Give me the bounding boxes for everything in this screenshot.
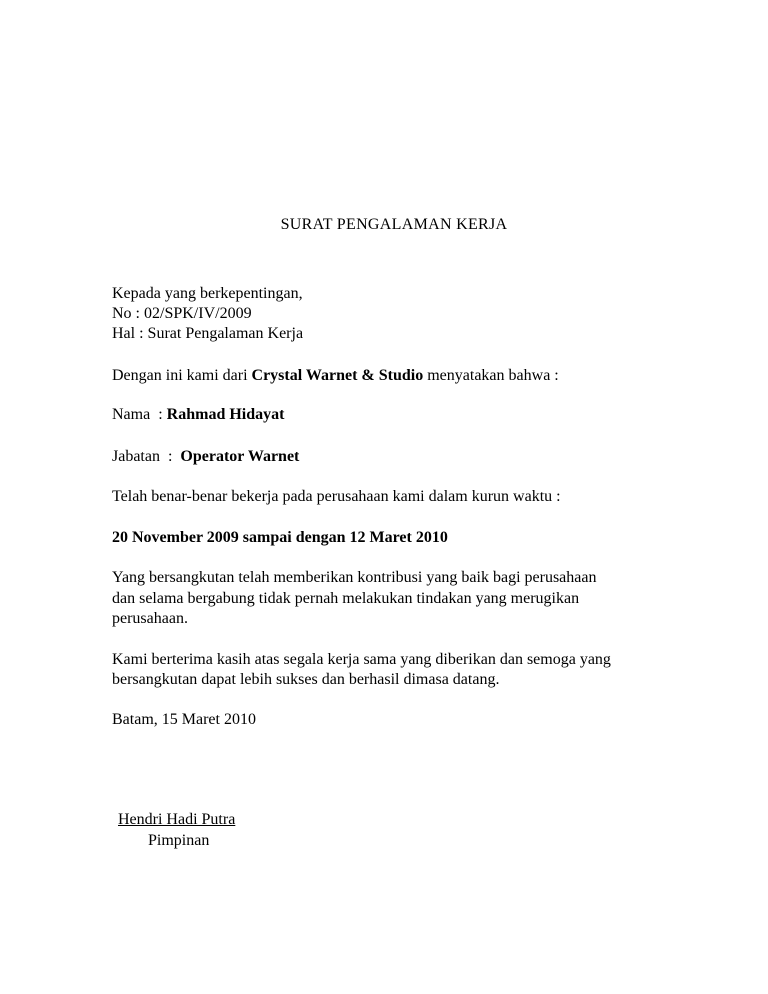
contribution-line: dan selama bergabung tidak pernah melakukan tindakan yang merugikan [112,590,580,607]
thanks-line: Kami berterima kasih atas segala kerja sama yang diberikan dan semoga yang [112,651,611,668]
intro-prefix: Dengan ini kami dari [112,367,252,384]
employment-period [112,528,448,549]
position-label: Jabatan : [112,448,181,465]
letter-number: No : 02/SPK/IV/2009 [112,305,252,322]
signatory-name: Hendri Hadi Putra [118,811,236,828]
letter-subject: Hal : Surat Pengalaman Kerja [112,325,304,342]
salutation: Kepada yang berkepentingan, [112,285,303,302]
contribution-line: perusahaan. [112,610,188,627]
period-intro: Telah benar-benar bekerja pada perusahaan kami dalam kurun waktu : [112,488,561,505]
employee-position-row [112,447,299,468]
place-date: Batam, 15 Maret 2010 [112,711,256,728]
employee-name: Rahmad Hidayat [166,406,285,423]
letter-title: SURAT PENGALAMAN KERJA [280,216,508,233]
employee-name-row [112,405,284,426]
company-name: Crystal Warnet & Studio [251,367,424,384]
employment-period-text: 20 November 2009 sampai dengan 12 Maret 2010 [112,529,448,546]
intro-statement [112,366,559,387]
contribution-line: Yang bersangkutan telah memberikan kontribusi yang baik bagi perusahaan [112,569,597,586]
name-label: Nama : [112,406,167,423]
employee-position: Operator Warnet [180,448,300,465]
intro-suffix: menyatakan bahwa : [423,367,559,384]
signatory-title: Pimpinan [148,832,210,849]
thanks-line: bersangkutan dapat lebih sukses dan berhasil dimasa datang. [112,671,500,688]
